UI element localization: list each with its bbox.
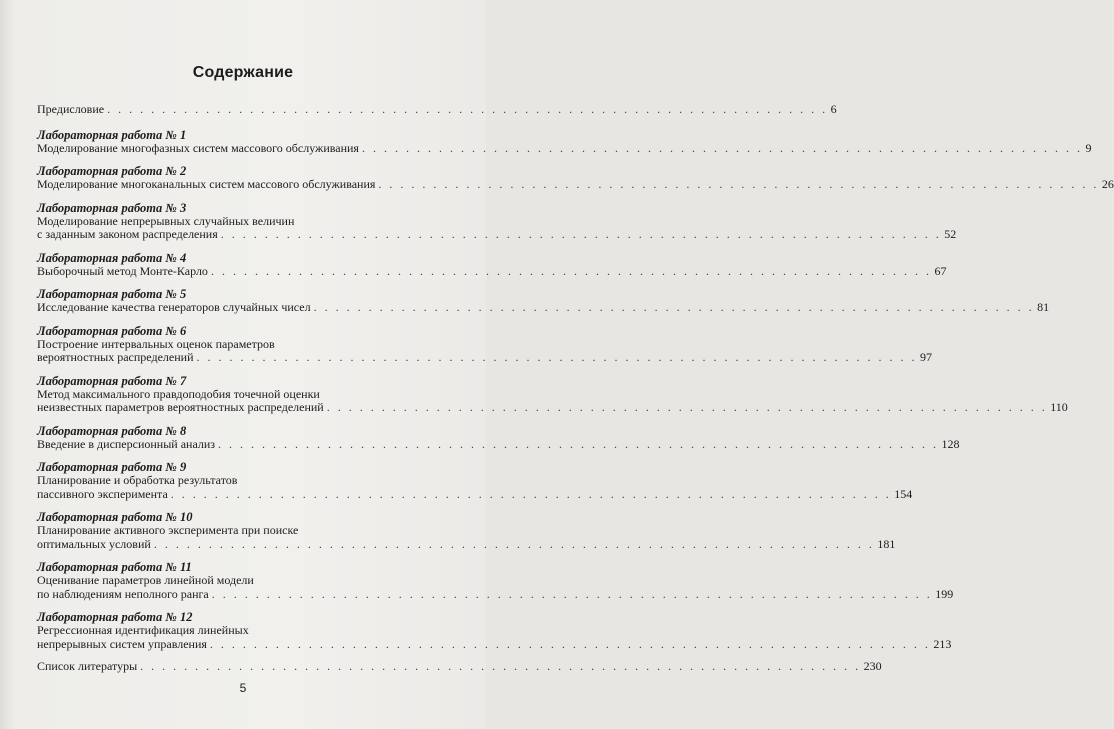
toc-line — [37, 524, 430, 538]
page-number: 5 — [239, 681, 247, 695]
toc-entry — [37, 200, 957, 242]
toc-entry — [37, 323, 932, 365]
toc-line-text: Моделирование многоканальных систем массового обслуживания — [37, 177, 376, 191]
toc-line-text: по наблюдениям неполного ранга — [37, 586, 209, 601]
toc-line — [37, 177, 1114, 192]
toc-line-text: вероятностных распределений — [37, 350, 194, 364]
dot-leader: . . . . . . . . . . . . . . . . . . . . . . . . . . . . . . . . . . . . . . . . . . . . . . . . . . . . . . . . . . . . . . . . . . — [220, 227, 942, 241]
dot-leader: . . . . . . . . . . . . . . . . . . . . . . . . . . . . . . . . . . . . . . . . . . . . . . . . . . . . . . . . . . . . . . . . . . — [361, 140, 1083, 155]
toc-line — [37, 636, 952, 652]
toc-entry — [37, 127, 1092, 156]
lab-heading: Лабораторная работа № 3 — [37, 200, 187, 215]
dot-leader: . . . . . . . . . . . . . . . . . . . . . . . . . . . . . . . . . . . . . . . . . . . . . . . . . . . . . . . . . . . . . . . . . . — [196, 350, 917, 364]
lab-heading: Лабораторная работа № 5 — [37, 287, 187, 301]
dot-leader: . . . . . . . . . . . . . . . . . . . . . . . . . . . . . . . . . . . . . . . . . . . . . . . . . . . . . . . . . . . . . . . . . . — [313, 300, 1035, 314]
toc-line-text: оптимальных условий — [37, 536, 151, 551]
toc-page-number: 128 — [941, 436, 960, 451]
toc-line-text: пассивного эксперимента — [37, 486, 168, 501]
toc-line-text: Моделирование непрерывных случайных величин — [37, 213, 295, 228]
toc-line — [37, 536, 896, 552]
toc-line-text: Построение интервальных оценок параметров — [37, 336, 275, 351]
toc-page-number: 154 — [894, 486, 913, 501]
lab-heading: Лабораторная работа № 8 — [37, 423, 187, 438]
toc-page-number: 52 — [944, 227, 957, 241]
toc-entry — [37, 287, 1050, 315]
toc-line — [37, 140, 1092, 156]
toc-entry — [37, 373, 1068, 415]
toc-line-text: Планирование активного эксперимента при поиске — [37, 523, 299, 537]
toc-line — [37, 102, 837, 117]
toc-line-text: Введение в дисперсионный анализ — [37, 436, 216, 451]
toc-line — [37, 227, 957, 242]
toc-page-number: 97 — [920, 350, 932, 364]
lab-heading: Лабораторная работа № 11 — [37, 560, 192, 574]
toc-entry — [37, 510, 896, 551]
toc-line — [37, 215, 430, 229]
dot-leader: . . . . . . . . . . . . . . . . . . . . . . . . . . . . . . . . . . . . . . . . . . . . . . . . . . . . . . . . . . . . . . . . . . — [326, 400, 1048, 414]
toc-line-text: Предисловие — [37, 102, 105, 116]
lab-heading: Лабораторная работа № 12 — [37, 610, 193, 624]
toc-entry — [37, 610, 952, 651]
toc-line — [37, 263, 947, 279]
toc-line — [37, 300, 1050, 315]
toc-line — [37, 474, 430, 488]
dot-leader: . . . . . . . . . . . . . . . . . . . . . . . . . . . . . . . . . . . . . . . . . . . . . . . . . . . . . . . . . . . . . . . . . . — [218, 436, 939, 451]
toc-line — [37, 388, 430, 402]
toc-page-number: 6 — [830, 102, 837, 116]
toc-line — [37, 436, 960, 452]
lab-heading: Лабораторная работа № 6 — [37, 323, 187, 338]
toc-page-number: 230 — [863, 659, 882, 673]
toc-entry — [37, 423, 960, 452]
toc-line-text: неизвестных параметров вероятностных распределений — [37, 400, 324, 414]
toc-line — [37, 400, 1068, 415]
toc-entry — [37, 164, 1114, 192]
toc-line — [37, 338, 430, 352]
lab-heading: Лабораторная работа № 7 — [37, 373, 187, 388]
dot-leader: . . . . . . . . . . . . . . . . . . . . . . . . . . . . . . . . . . . . . . . . . . . . . . . . . . . . . . . . . . . . . . . . . . — [107, 102, 828, 116]
toc-line-text: Планирование и обработка результатов — [37, 473, 238, 487]
toc-line — [37, 659, 882, 674]
dot-leader: . . . . . . . . . . . . . . . . . . . . . . . . . . . . . . . . . . . . . . . . . . . . . . . . . . . . . . . . . . . . . . . . . . — [378, 177, 1099, 191]
toc-line — [37, 574, 430, 588]
toc-line-text: Оценивание параметров линейной модели — [37, 573, 254, 587]
toc-line — [37, 586, 954, 602]
toc-line-text: с заданным законом распределения — [37, 227, 218, 241]
toc-line-text: Список литературы — [37, 659, 138, 673]
toc-line — [37, 486, 913, 502]
toc-line-text: непрерывных систем управления — [37, 636, 207, 651]
toc-page-number: 26 — [1101, 177, 1114, 191]
toc-line-text: Выборочный метод Монте-Карло — [37, 263, 208, 278]
lab-heading: Лабораторная работа № 10 — [37, 510, 193, 524]
table-of-contents — [37, 102, 1114, 685]
toc-line — [37, 624, 430, 638]
toc-line-text: Моделирование многофазных систем массового обслуживания — [37, 140, 359, 155]
toc-line-text: Метод максимального правдоподобия точечной оценки — [37, 386, 320, 401]
toc-entry — [37, 460, 913, 501]
dot-leader: . . . . . . . . . . . . . . . . . . . . . . . . . . . . . . . . . . . . . . . . . . . . . . . . . . . . . . . . . . . . . . . . . . — [211, 586, 933, 601]
toc-line-text: Регрессионная идентификация линейных — [37, 623, 249, 637]
toc-entry — [37, 659, 882, 674]
lab-heading: Лабораторная работа № 1 — [37, 127, 187, 142]
toc-page-number: 67 — [934, 263, 947, 278]
toc-line — [37, 350, 932, 365]
toc-line-text: Исследование качества генераторов случайных чисел — [37, 300, 311, 314]
dot-leader: . . . . . . . . . . . . . . . . . . . . . . . . . . . . . . . . . . . . . . . . . . . . . . . . . . . . . . . . . . . . . . . . . . — [170, 486, 892, 501]
lab-heading: Лабораторная работа № 4 — [37, 250, 187, 265]
dot-leader: . . . . . . . . . . . . . . . . . . . . . . . . . . . . . . . . . . . . . . . . . . . . . . . . . . . . . . . . . . . . . . . . . . — [153, 536, 875, 551]
lab-heading: Лабораторная работа № 9 — [37, 460, 187, 474]
toc-page-number: 181 — [877, 536, 896, 551]
dot-leader: . . . . . . . . . . . . . . . . . . . . . . . . . . . . . . . . . . . . . . . . . . . . . . . . . . . . . . . . . . . . . . . . . . — [140, 659, 861, 673]
toc-entry — [37, 102, 837, 117]
toc-page-number: 199 — [935, 586, 954, 601]
page-title: Содержание — [192, 64, 294, 81]
lab-heading: Лабораторная работа № 2 — [37, 164, 187, 178]
dot-leader: . . . . . . . . . . . . . . . . . . . . . . . . . . . . . . . . . . . . . . . . . . . . . . . . . . . . . . . . . . . . . . . . . . — [210, 263, 932, 278]
toc-entry — [37, 560, 954, 601]
toc-page-number: 110 — [1050, 400, 1068, 414]
toc-page-number: 213 — [933, 636, 952, 651]
dot-leader: . . . . . . . . . . . . . . . . . . . . . . . . . . . . . . . . . . . . . . . . . . . . . . . . . . . . . . . . . . . . . . . . . . — [209, 636, 931, 651]
toc-page-number: 9 — [1085, 140, 1092, 155]
toc-page-number: 81 — [1037, 300, 1050, 314]
toc-entry — [37, 250, 947, 279]
